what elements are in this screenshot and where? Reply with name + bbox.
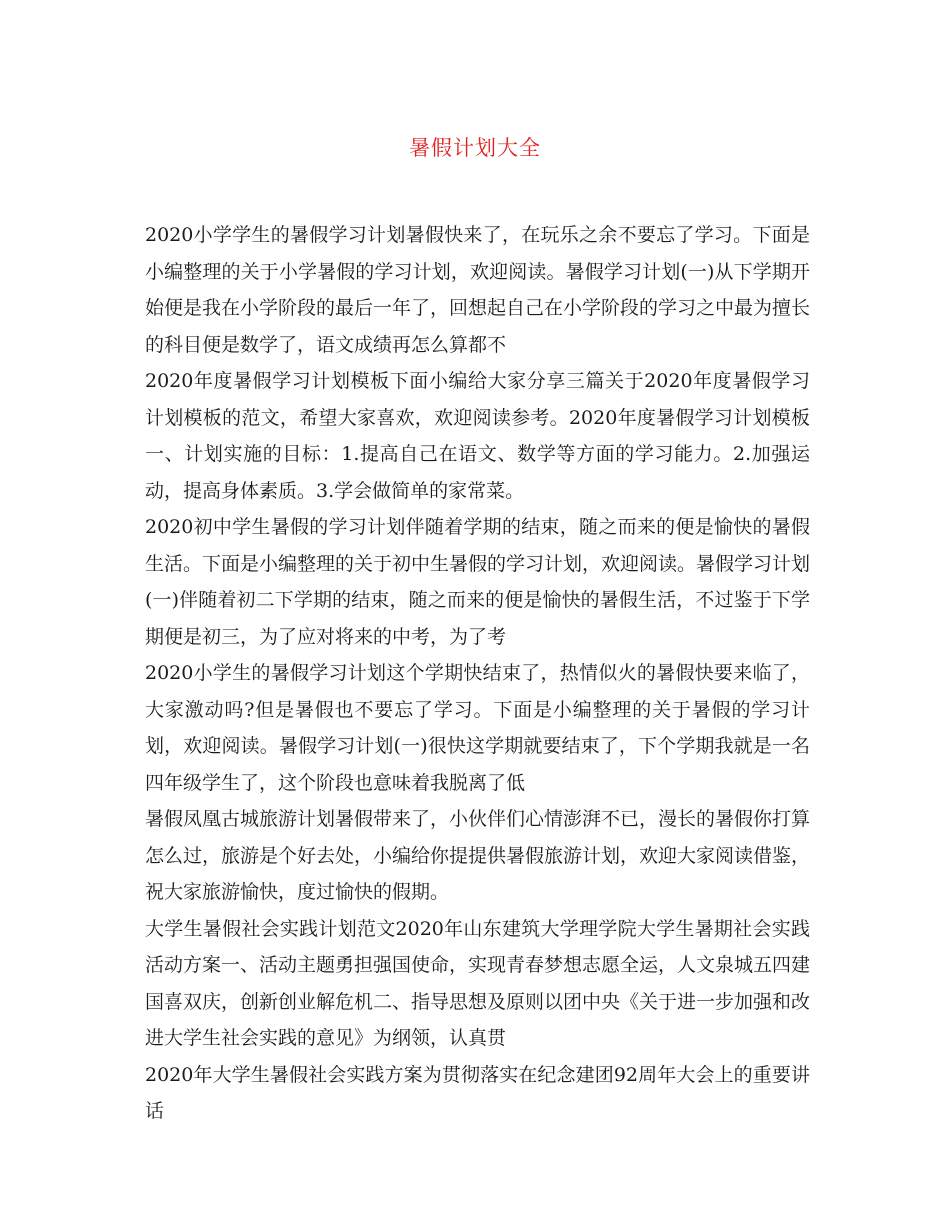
paragraph-4: 2020小学生的暑假学习计划这个学期快结束了，热情似火的暑假快要来临了，大家激动吗?但是暑假也不要忘了学习。下面是小编整理的关于暑假的学习计划，欢迎阅读。暑假学习计划(一)很快这学期就要结束了，下个学期我就是一名四年级学生了，这个阶段也意味着我脱离了低 — [145, 662, 810, 794]
paragraph-3: 2020初中学生暑假的学习计划伴随着学期的结束，随之而来的便是愉快的暑假生活。下面是小编整理的关于初中生暑假的学习计划，欢迎阅读。暑假学习计划(一)伴随着初二下学期的结束，随之而来的便是愉快的暑假生活，不过鉴于下学期便是初三，为了应对将来的中考，为了考 — [145, 516, 811, 648]
paragraph-6: 大学生暑假社会实践计划范文2020年山东建筑大学理学院大学生暑期社会实践活动方案一、活动主题勇担强国使命，实现青春梦想志愿全运，人文泉城五四建国喜双庆，创新创业解危机二、指导思想及原则以团中央《关于进一步加强和改进大学生社会实践的意见》为纲领，认真贯 — [145, 917, 811, 1049]
document-title: 暑假计划大全 — [409, 136, 541, 160]
paragraph-7: 2020年大学生暑假社会实践方案为贯彻落实在纪念建团92周年大会上的重要讲话 — [145, 1063, 810, 1122]
paragraph-2: 2020年度暑假学习计划模板下面小编给大家分享三篇关于2020年度暑假学习计划模板的范文，希望大家喜欢，欢迎阅读参考。2020年度暑假学习计划模板一、计划实施的目标：1.提高自己在语文、数学等方面的学习能力。2.加强运动，提高身体素质。3.学会做简单的家常菜。 — [145, 370, 810, 502]
paragraph-1: 2020小学学生的暑假学习计划暑假快来了，在玩乐之余不要忘了学习。下面是小编整理的关于小学暑假的学习计划，欢迎阅读。暑假学习计划(一)从下学期开始便是我在小学阶段的最后一年了，回想起自己在小学阶段的学习之中最为擅长的科目便是数学了，语文成绩再怎么算都不 — [145, 224, 811, 356]
document-body — [145, 217, 810, 1130]
paragraph-5: 暑假凤凰古城旅游计划暑假带来了，小伙伴们心情澎湃不已，漫长的暑假你打算怎么过，旅游是个好去处，小编给你提提供暑假旅游计划，欢迎大家阅读借鉴，祝大家旅游愉快，度过愉快的假期。 — [145, 808, 811, 903]
